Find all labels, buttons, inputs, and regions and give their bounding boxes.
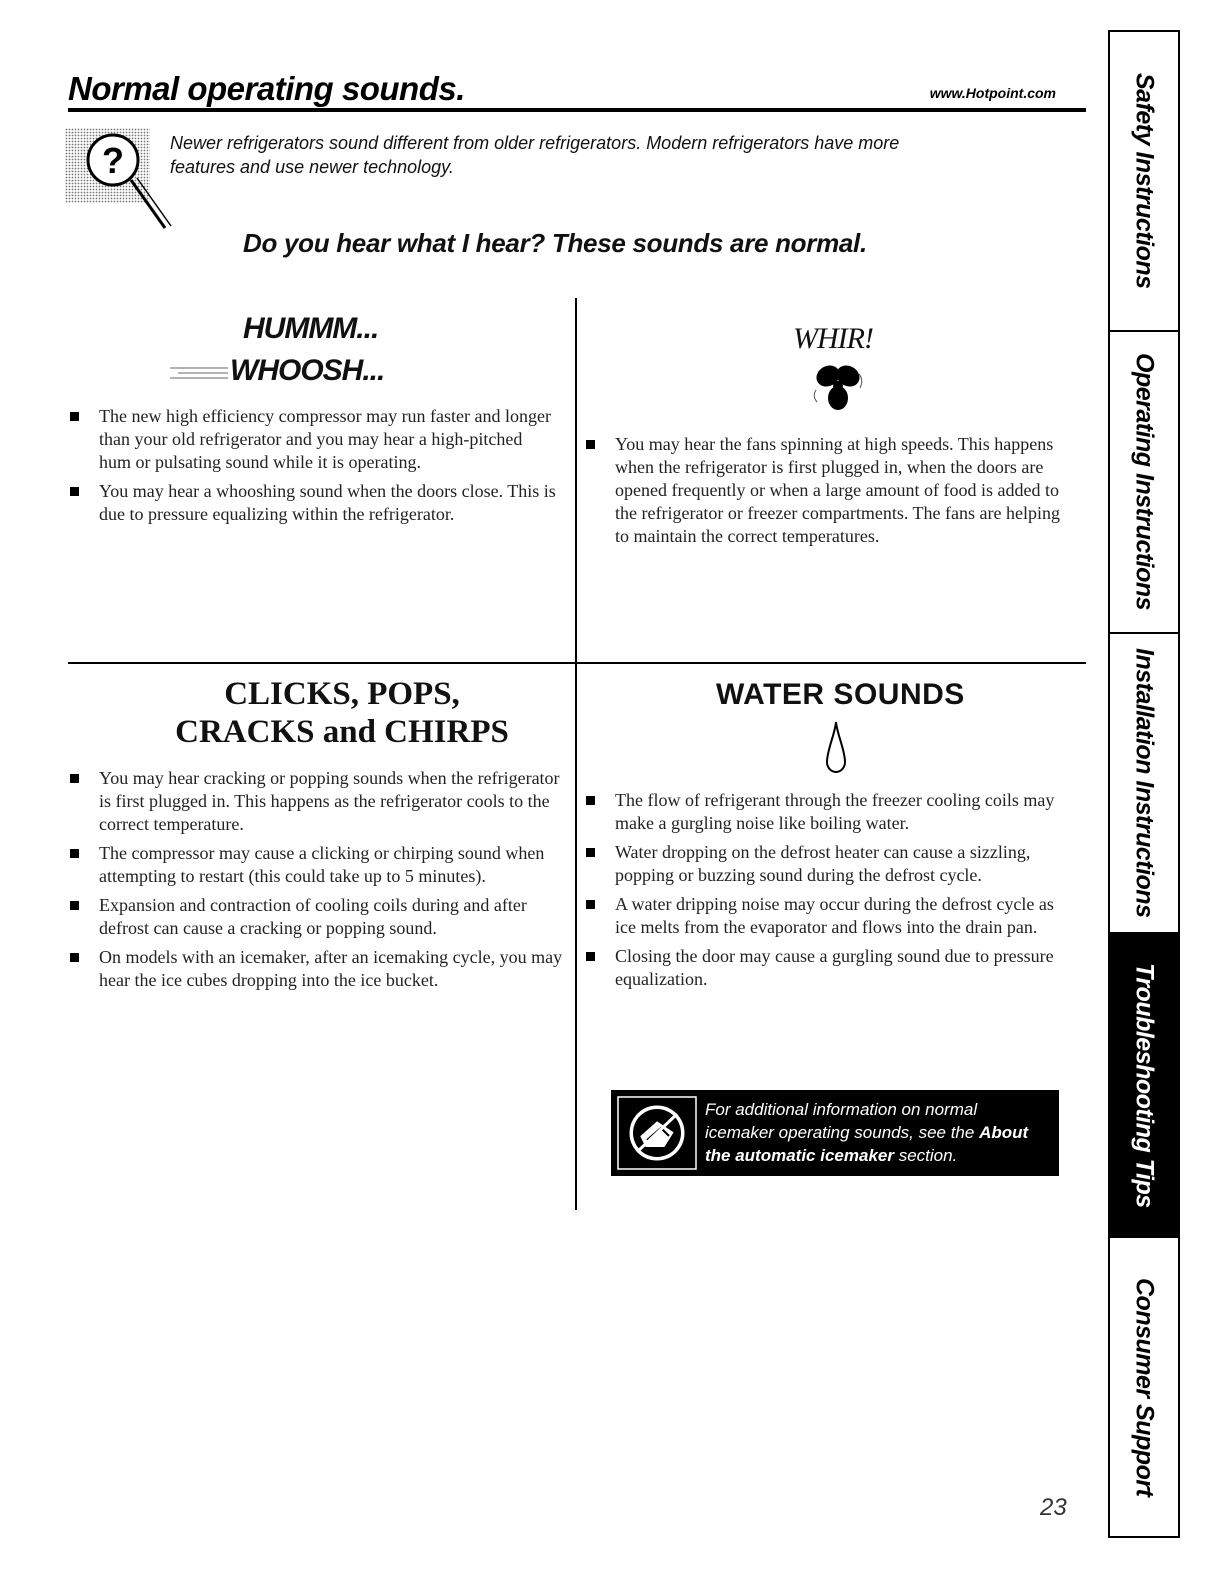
tab-label: Safety Instructions — [1130, 73, 1159, 289]
clicks-heading — [68, 675, 616, 751]
page-title: Normal operating sounds. — [68, 70, 465, 107]
row-divider — [68, 662, 1086, 664]
list-item: The flow of refrigerant through the freezer cooling coils may make a gurgling noise like boiling water. — [584, 789, 1079, 835]
tab-label: Operating Instructions — [1130, 353, 1159, 611]
note-text-after: section. — [893, 1146, 958, 1165]
tab-troubleshooting-tips[interactable] — [1110, 934, 1178, 1238]
fan-icon — [806, 360, 868, 414]
water-drop-icon — [824, 720, 848, 778]
list-item: The compressor may cause a clicking or chirping sound when attempting to restart (this could take up to 5 minutes). — [68, 842, 563, 888]
intro-text: Newer refrigerators sound different from older refrigerators. Modern refrigerators have more features and use newer technology. — [170, 133, 900, 177]
title-rule — [68, 108, 1086, 112]
whir-bullet-list — [584, 433, 1074, 554]
tab-label: Installation Instructions — [1130, 648, 1159, 918]
water-sounds-heading: WATER SOUNDS — [716, 678, 965, 711]
list-item: Water dropping on the defrost heater can cause a sizzling, popping or buzzing sound during the defrost cycle. — [584, 841, 1079, 887]
clicks-heading-line-2: CRACKS and CHIRPS — [175, 714, 509, 750]
hum-bullet-list — [68, 405, 558, 532]
list-item: On models with an icemaker, after an icemaking cycle, you may hear the ice cubes dropping into the ice bucket. — [68, 946, 563, 992]
section-sidebar — [1108, 30, 1180, 1538]
list-item: You may hear cracking or popping sounds when the refrigerator is first plugged in. This happens as the refrigerator cools to the correct temperature. — [68, 767, 563, 836]
hum-heading: HUMMM... — [243, 312, 379, 345]
tab-safety-instructions[interactable] — [1110, 32, 1178, 332]
icemaker-icon — [617, 1096, 697, 1170]
website-url[interactable]: www.Hotpoint.com — [929, 85, 1056, 101]
note-link-text[interactable]: About the automatic icemaker — [705, 1123, 1029, 1165]
list-item: You may hear the fans spinning at high speeds. This happens when the refrigerator is first plugged in, when the doors are opened frequently or when a large amount of food is added to the refrigerator or freezer compartments. The fans are helping to maintain the correct temperatures. — [584, 433, 1074, 548]
whir-heading: WHIR! — [793, 322, 873, 355]
tab-label: Consumer Support — [1130, 1277, 1159, 1497]
note-text — [705, 1098, 1050, 1167]
subheading: Do you hear what I hear? These sounds are normal. — [243, 228, 867, 258]
list-item: A water dripping noise may occur during the defrost cycle as ice melts from the evaporator and flows into the drain pan. — [584, 893, 1079, 939]
page-number: 23 — [1040, 1494, 1067, 1521]
tab-operating-instructions[interactable] — [1110, 332, 1178, 634]
clicks-heading-line-1: CLICKS, POPS, — [224, 676, 460, 712]
tab-installation-instructions[interactable] — [1110, 634, 1178, 934]
icemaker-note-box — [611, 1090, 1059, 1176]
list-item: Expansion and contraction of cooling coils during and after defrost can cause a cracking or popping sound. — [68, 894, 563, 940]
list-item: Closing the door may cause a gurgling sound due to pressure equalization. — [584, 945, 1079, 991]
whoosh-heading: WHOOSH... — [230, 354, 385, 387]
question-magnifier-icon — [65, 128, 185, 238]
note-text-before: For additional information on normal icemaker operating sounds, see the — [705, 1100, 978, 1142]
water-bullet-list — [584, 789, 1079, 997]
tab-consumer-support[interactable] — [1110, 1238, 1178, 1536]
clicks-bullet-list — [68, 767, 563, 998]
tab-label: Troubleshooting Tips — [1130, 962, 1159, 1208]
whoosh-lines-icon — [170, 362, 230, 382]
column-divider — [575, 298, 577, 1210]
list-item: You may hear a whooshing sound when the doors close. This is due to pressure equalizing within the refrigerator. — [68, 480, 558, 526]
list-item: The new high efficiency compressor may run faster and longer than your old refrigerator and you may hear a high-pitched hum or pulsating sound while it is operating. — [68, 405, 558, 474]
svg-text:?: ? — [102, 140, 124, 181]
